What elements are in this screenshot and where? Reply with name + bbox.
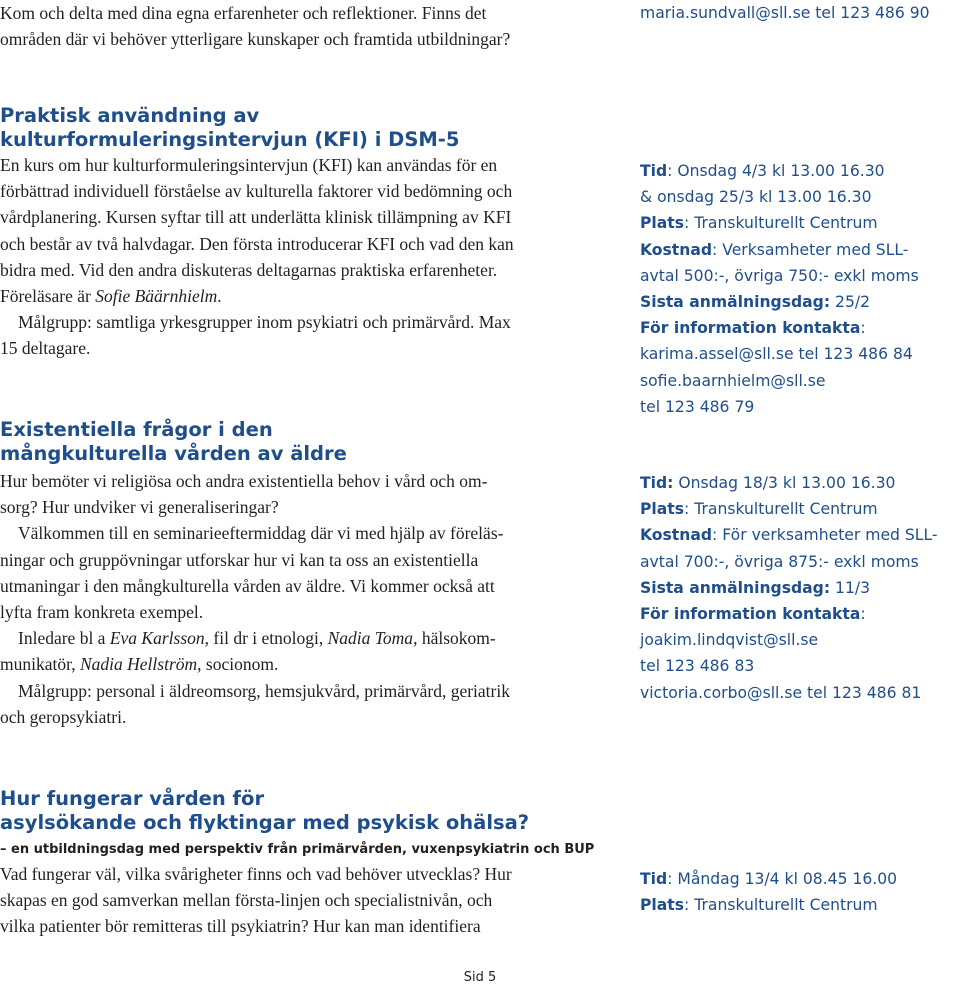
speaker-name: Eva Karlsson — [109, 628, 205, 649]
page-number: Sid 5 — [463, 970, 497, 985]
intro-line: Kom och delta med dina egna erfarenheter och reflektioner. Finns det — [0, 3, 487, 23]
course-subtitle: – en utbildningsdag med perspektiv från primärvården, vuxenpsykiatrin och BUP — [0, 842, 595, 857]
course-existential-info: Tid: Onsdag 18/3 kl 13.00 16.30 Plats: Transkulturellt Centrum Kostnad: För verksamheter med SLL- avtal 700:-, övriga 875:- exkl moms Sista anmälningsdag: 11/3 För information kontakta: joakim.lindqvist@sll.se tel 123 486 83 victoria.corbo@sll.se tel 123 486 81 — [640, 470, 960, 706]
tid-label: Tid: — [640, 474, 674, 492]
intro-text — [0, 0, 612, 52]
course-kfi — [0, 104, 612, 362]
kostnad-label: Kostnad — [640, 526, 713, 545]
speakers-line: munikatör, Nadia Hellström, socionom. — [0, 654, 279, 675]
speaker-name: Nadia Toma — [327, 628, 414, 649]
lecturer-name: Sofie Bäärnhielm — [95, 286, 218, 307]
course-title: Praktisk användning av kulturformuleringsintervjun (KFI) i DSM-5 — [0, 104, 460, 151]
course-existential — [0, 418, 612, 730]
contact-phone: tel 123 486 90 — [810, 4, 930, 22]
plats-label: Plats — [640, 214, 685, 233]
kostnad-label: Kostnad — [640, 240, 713, 259]
info-label: För information kontakta — [640, 319, 861, 338]
course-title: Existentiella frågor i den mångkulturella vården av äldre — [0, 418, 347, 465]
course-description: Vad fungerar väl, vilka svårigheter finns och vad behöver utvecklas? Hur skapas en god samverkan mellan första-linjen och specialistnivån, och vilka patienter bör remitteras till psykiatrin? Hur kan man identifiera — [0, 864, 512, 937]
contact-line[interactable]: sofie.baarnhielm@sll.se — [640, 371, 826, 390]
contact-line: tel 123 486 79 — [640, 397, 755, 416]
speakers-line: Inledare bl a Eva Karlsson, fil dr i etnologi, Nadia Toma, hälsokom- — [18, 628, 496, 649]
tid-label: Tid — [640, 870, 668, 888]
lecturer-line: Föreläsare är Sofie Bäärnhielm. — [0, 286, 222, 307]
info-label: För information kontakta — [640, 605, 861, 624]
contact-line[interactable]: joakim.lindqvist@sll.se — [640, 631, 819, 650]
course-description: En kurs om hur kulturformuleringsintervjun (KFI) kan användas för en förbättrad individuell förståelse av kulturella faktorer vid bedömning och vårdplanering. Kursen syftar till att underlätta klinisk tillämpning av KFI och består av två halvdagar. Den första introducerar KFI och vad den kan bidra med. Vid den andra diskuteras deltagarnas praktiska erfarenheter. Föreläsare är Sofie Bäärnhielm. Målgrupp: samtliga yrkesgrupper inom psykiatri och primärvård. Max 15 deltagare. — [0, 152, 612, 362]
top-contact — [640, 0, 930, 26]
tid-label: Tid — [640, 162, 668, 180]
contact-email: maria.sundvall@sll.se — [640, 4, 811, 22]
course-asylum — [0, 787, 612, 940]
plats-label: Plats — [640, 500, 685, 519]
contact-line[interactable]: karima.assel@sll.se tel 123 486 84 — [640, 345, 913, 364]
contact-line: tel 123 486 83 — [640, 657, 755, 676]
plats-label: Plats — [640, 896, 685, 915]
course-description: Hur bemöter vi religiösa och andra existentiella behov i vård och om- sorg? Hur undviker vi generaliseringar? Välkommen till en seminarieeftermiddag där vi med hjälp av föreläs- ningar och gruppövningar utforskar hur vi kan ta oss an existentiella utmaningar i den mångkulturella vården av äldre. Vi kommer också att lyfta fram konkreta exempel. Inledare bl a Eva Karlsson, fil dr i etnologi, Nadia Toma, hälsokom- munikatör, Nadia Hellström, socionom. Målgrupp: personal i äldreomsorg, hemsjukvård, primärvård, geriatrik och geropsykiatri. — [0, 468, 612, 730]
speaker-name: Nadia Hellström — [79, 654, 198, 675]
contact-line[interactable]: victoria.corbo@sll.se tel 123 486 81 — [640, 683, 922, 702]
course-asylum-info: Tid: Måndag 13/4 kl 08.45 16.00 Plats: Transkulturellt Centrum — [640, 870, 898, 915]
course-kfi-info: Tid: Onsdag 4/3 kl 13.00 16.30 & onsdag 25/3 kl 13.00 16.30 Plats: Transkulturellt Centrum Kostnad: Verksamheter med SLL- avtal 500:-, övriga 750:- exkl moms Sista anmälningsdag: 25/2 För information kontakta: karima.assel@sll.se tel 123 486 84 sofie.baarnhielm@sll.se tel 123 486 79 — [640, 158, 960, 420]
course-title: Hur fungerar vården för asylsökande och flyktingar med psykisk ohälsa? — [0, 787, 530, 834]
deadline-label: Sista anmälningsdag: — [640, 293, 831, 312]
intro-line: områden där vi behöver ytterligare kunskaper och framtida utbildningar? — [0, 29, 511, 50]
deadline-label: Sista anmälningsdag: — [640, 578, 831, 597]
